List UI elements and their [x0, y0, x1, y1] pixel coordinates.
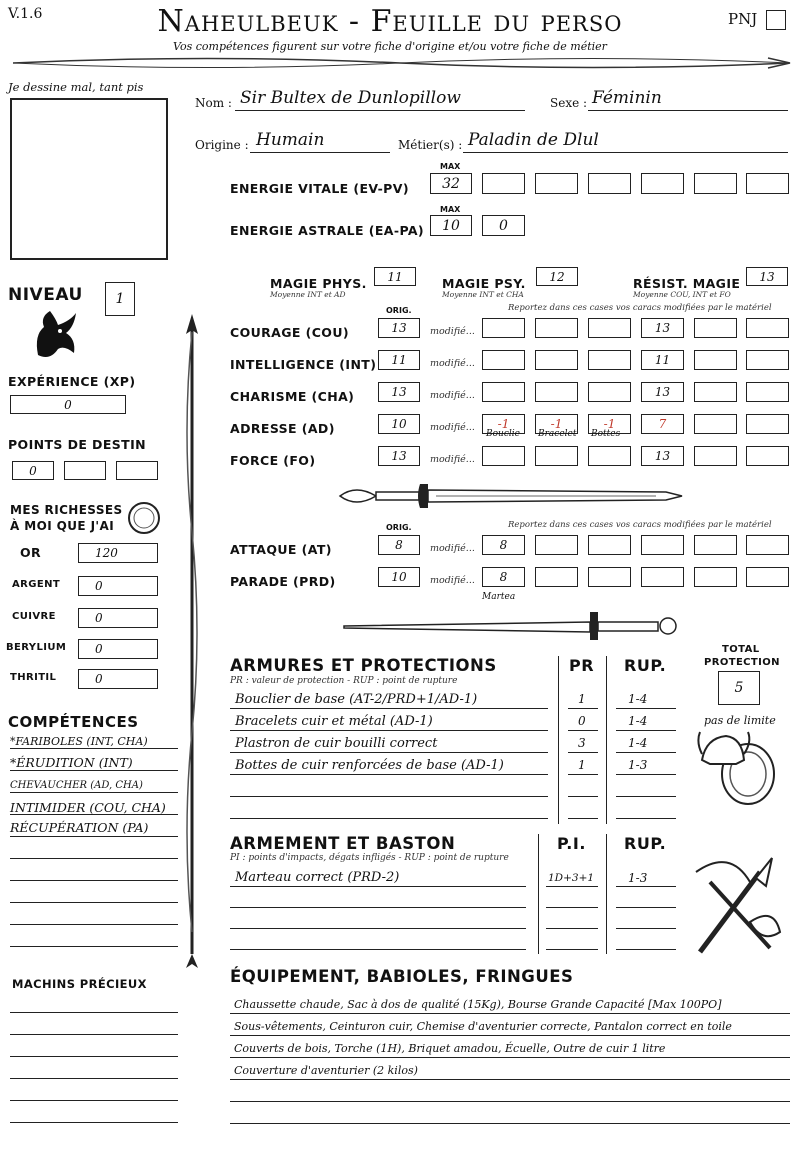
ea-label: ENERGIE ASTRALE (EA-PA) [230, 223, 425, 238]
cuivre-box[interactable]: 0 [78, 608, 158, 628]
carac-label: CHARISME (CHA) [230, 389, 355, 404]
equipement-line-4: Couverture d'aventurier (2 kilos) [234, 1064, 418, 1077]
destin-box-2[interactable] [64, 461, 106, 480]
spear-icon [180, 312, 204, 972]
carac-label: COURAGE (COU) [230, 325, 349, 340]
destin-box-3[interactable] [116, 461, 158, 480]
magie-phys-label: MAGIE PHYS. [270, 276, 367, 291]
thritil-label: THRITIL [10, 672, 57, 683]
carac-mod-box[interactable] [746, 318, 789, 338]
portrait-box[interactable] [10, 98, 168, 260]
ev-max-label: MAX [440, 162, 461, 171]
metier-label: Métier(s) : [398, 138, 463, 152]
or-label: OR [20, 545, 42, 560]
carac-mod-box[interactable] [535, 350, 578, 370]
carac-mod-box[interactable]: 13 [641, 382, 684, 402]
armure-name: Bottes de cuir renforcées de base (AD-1) [235, 758, 504, 773]
combat-mod-box[interactable]: 8 [482, 535, 525, 555]
carac-mod-box[interactable] [535, 446, 578, 466]
page-title: Naheulbeuk - Feuille du perso [157, 4, 623, 39]
carac-mod-box[interactable]: 13 [641, 318, 684, 338]
total-protection-box[interactable]: 5 [718, 671, 760, 705]
combat-modifie-label: modifié... [430, 543, 475, 554]
carac-mod-box[interactable] [482, 318, 525, 338]
carac-modifie-label: modifié... [430, 358, 475, 369]
carac-mod-box[interactable]: -1 [535, 414, 578, 434]
carac-mod-box[interactable] [746, 414, 789, 434]
equipement-line-1: Chaussette chaude, Sac à dos de qualité (15Kg), Bourse Grande Capacité [Max 100PO] [234, 998, 722, 1011]
niveau-box[interactable]: 1 [105, 282, 135, 316]
sword-icon [336, 478, 686, 514]
carac-mod-box[interactable] [482, 350, 525, 370]
carac-mod-box[interactable] [694, 446, 737, 466]
sexe-label: Sexe : [550, 96, 588, 110]
portrait-caption: Je dessine mal, tant pis [8, 80, 144, 94]
carac-mod-box[interactable]: 13 [641, 446, 684, 466]
cuivre-label: CUIVRE [12, 611, 56, 622]
combat-mod-box[interactable]: 8 [482, 567, 525, 587]
pnj-label: PNJ [728, 10, 758, 28]
combat-orig-box[interactable]: 10 [378, 567, 420, 587]
armement-col-rup: RUP. [624, 834, 667, 853]
metier-field[interactable]: Paladin de Dlul [468, 130, 599, 150]
carac-mod-box[interactable] [746, 446, 789, 466]
ev-box-6[interactable] [694, 173, 737, 194]
coin-icon [126, 500, 162, 536]
caracs-note: Reportez dans ces cases vos caracs modifiées par le matériel [508, 303, 772, 313]
total-label-2: PROTECTION [704, 657, 780, 668]
decorative-vine-divider [8, 52, 792, 74]
armures-sub: PR : valeur de protection - RUP : point de rupture [230, 676, 458, 686]
argent-box[interactable]: 0 [78, 576, 158, 596]
carac-mod-box[interactable] [535, 318, 578, 338]
prd-note: Martea [482, 592, 516, 602]
combat-mod-box[interactable] [588, 567, 631, 587]
ea-max-box[interactable]: 10 [430, 215, 472, 236]
berylium-box[interactable]: 0 [78, 639, 158, 659]
carac-mod-box[interactable] [482, 382, 525, 402]
armement-title: ARMEMENT ET BASTON [230, 834, 456, 853]
ev-box-3[interactable] [535, 173, 578, 194]
competence-5: RÉCUPÉRATION (PA) [10, 820, 149, 835]
armure-rup: 1-4 [628, 736, 648, 750]
carac-orig-box[interactable]: 10 [378, 414, 420, 434]
arme-rup: 1-3 [628, 871, 648, 885]
xp-label: EXPÉRIENCE (XP) [8, 374, 136, 389]
carac-mod-box[interactable] [694, 414, 737, 434]
richesses-label-1: MES RICHESSES [10, 503, 123, 517]
armure-name: Bouclier de base (AT-2/PRD+1/AD-1) [235, 692, 478, 707]
origine-field[interactable]: Humain [256, 130, 325, 150]
combat-mod-box[interactable] [746, 567, 789, 587]
armure-rup: 1-3 [628, 758, 648, 772]
equipement-line-2: Sous-vêtements, Ceinturon cuir, Chemise d'aventurier correcte, Pantalon correct en toile [234, 1020, 732, 1033]
ea-max-label: MAX [440, 205, 461, 214]
ad-note-1: Bouclie [486, 429, 520, 439]
resist-magie-sub: Moyenne COU, INT et FO [633, 290, 731, 299]
armure-pr: 1 [578, 692, 586, 706]
destin-label: POINTS DE DESTIN [8, 437, 147, 452]
magie-psy-box[interactable]: 12 [536, 267, 578, 286]
ad-note-3: Bottes [591, 429, 621, 439]
carac-mod-box[interactable]: 7 [641, 414, 684, 434]
combat-label: PARADE (PRD) [230, 574, 336, 589]
carac-orig-box[interactable]: 11 [378, 350, 420, 370]
carac-mod-box[interactable] [588, 350, 631, 370]
niveau-label: NIVEAU [8, 285, 83, 305]
thritil-box[interactable]: 0 [78, 669, 158, 689]
dragon-icon [30, 305, 82, 363]
nom-field[interactable]: Sir Bultex de Dunlopillow [240, 88, 461, 108]
armure-pr: 3 [578, 736, 586, 750]
armures-col-pr: PR [569, 656, 595, 675]
competence-3: CHEVAUCHER (AD, CHA) [10, 780, 143, 791]
carac-label: INTELLIGENCE (INT) [230, 357, 377, 372]
armure-rup: 1-4 [628, 714, 648, 728]
competence-4: INTIMIDER (COU, CHA) [10, 800, 166, 815]
carac-mod-box[interactable] [588, 318, 631, 338]
total-limit: pas de limite [704, 714, 776, 727]
magie-psy-label: MAGIE PSY. [442, 276, 526, 291]
competences-label: COMPÉTENCES [8, 713, 139, 731]
carac-orig-box[interactable]: 13 [378, 446, 420, 466]
carac-mod-box[interactable] [694, 318, 737, 338]
combat-mod-box[interactable] [641, 535, 684, 555]
resist-magie-label: RÉSIST. MAGIE [633, 276, 741, 291]
combat-mod-box[interactable] [694, 567, 737, 587]
xp-box[interactable]: 0 [10, 395, 126, 414]
destin-box-1[interactable]: 0 [12, 461, 54, 480]
armure-name: Plastron de cuir bouilli correct [235, 736, 438, 751]
ev-box-2[interactable] [482, 173, 525, 194]
carac-mod-box[interactable] [588, 382, 631, 402]
arme-pi: 1D+3+1 [548, 872, 595, 884]
argent-label: ARGENT [12, 579, 61, 590]
combat-note: Reportez dans ces cases vos caracs modifiées par le matériel [508, 520, 772, 530]
carac-mod-box[interactable]: -1 [482, 414, 525, 434]
carac-modifie-label: modifié... [430, 422, 475, 433]
combat-modifie-label: modifié... [430, 575, 475, 586]
caracs-orig-label: ORIG. [386, 306, 412, 315]
carac-orig-box[interactable]: 13 [378, 318, 420, 338]
origine-label: Origine : [195, 138, 249, 152]
weapons-icon [690, 852, 786, 962]
ev-max-box[interactable]: 32 [430, 173, 472, 194]
ad-note-2: Bracelet [538, 429, 577, 439]
carac-mod-box[interactable] [746, 382, 789, 402]
ev-box-7[interactable] [746, 173, 789, 194]
carac-mod-box[interactable]: -1 [588, 414, 631, 434]
resist-magie-box[interactable]: 13 [746, 267, 788, 286]
combat-label: ATTAQUE (AT) [230, 542, 332, 557]
arme-name: Marteau correct (PRD-2) [235, 870, 400, 885]
version: V.1.6 [8, 6, 43, 22]
carac-label: FORCE (FO) [230, 453, 316, 468]
ea-current-box[interactable]: 0 [482, 215, 525, 236]
richesses-label-2: À MOI QUE J'AI [10, 519, 115, 533]
carac-modifie-label: modifié... [430, 390, 475, 401]
combat-orig-label: ORIG. [386, 523, 412, 532]
total-label-1: TOTAL [722, 644, 760, 655]
armures-title: ARMURES ET PROTECTIONS [230, 656, 497, 675]
ev-box-5[interactable] [641, 173, 684, 194]
ev-label: ENERGIE VITALE (EV-PV) [230, 181, 409, 196]
combat-mod-box[interactable] [641, 567, 684, 587]
competence-2: *ÉRUDITION (INT) [10, 755, 133, 770]
helmet-shield-icon [696, 724, 780, 810]
machins-label: MACHINS PRÉCIEUX [12, 977, 147, 991]
carac-modifie-label: modifié... [430, 454, 475, 465]
page-subtitle: Vos compétences figurent sur votre fiche d'origine et/ou votre fiche de métier [173, 40, 607, 53]
magie-phys-box[interactable]: 11 [374, 267, 416, 286]
equipement-title: ÉQUIPEMENT, BABIOLES, FRINGUES [230, 967, 574, 986]
carac-mod-box[interactable] [746, 350, 789, 370]
nom-label: Nom : [195, 96, 232, 110]
ev-box-4[interactable] [588, 173, 631, 194]
combat-mod-box[interactable] [588, 535, 631, 555]
or-box[interactable]: 120 [78, 543, 158, 563]
pnj-checkbox[interactable] [766, 10, 786, 30]
magie-phys-sub: Moyenne INT et AD [270, 290, 346, 299]
armure-name: Bracelets cuir et métal (AD-1) [235, 714, 433, 729]
combat-mod-box[interactable] [694, 535, 737, 555]
carac-orig-box[interactable]: 13 [378, 382, 420, 402]
armement-col-pi: P.I. [557, 834, 586, 853]
carac-mod-box[interactable] [482, 446, 525, 466]
armure-pr: 1 [578, 758, 586, 772]
berylium-label: BERYLIUM [6, 642, 67, 653]
carac-mod-box[interactable] [694, 350, 737, 370]
combat-mod-box[interactable] [746, 535, 789, 555]
competence-1: *FARIBOLES (INT, CHA) [10, 735, 148, 748]
combat-mod-box[interactable] [535, 535, 578, 555]
magie-psy-sub: Moyenne INT et CHA [442, 290, 524, 299]
sword-icon-2 [340, 606, 685, 642]
armure-pr: 0 [578, 714, 586, 728]
carac-mod-box[interactable] [535, 382, 578, 402]
sexe-field[interactable]: Féminin [592, 88, 662, 108]
armement-sub: PI : points d'impacts, dégats infligés - RUP : point de rupture [230, 853, 509, 863]
carac-modifie-label: modifié... [430, 326, 475, 337]
equipement-line-3: Couverts de bois, Torche (1H), Briquet amadou, Écuelle, Outre de cuir 1 litre [234, 1042, 666, 1055]
armure-rup: 1-4 [628, 692, 648, 706]
carac-mod-box[interactable] [694, 382, 737, 402]
carac-mod-box[interactable] [588, 446, 631, 466]
armures-col-rup: RUP. [624, 656, 667, 675]
carac-label: ADRESSE (AD) [230, 421, 335, 436]
combat-orig-box[interactable]: 8 [378, 535, 420, 555]
carac-mod-box[interactable]: 11 [641, 350, 684, 370]
combat-mod-box[interactable] [535, 567, 578, 587]
